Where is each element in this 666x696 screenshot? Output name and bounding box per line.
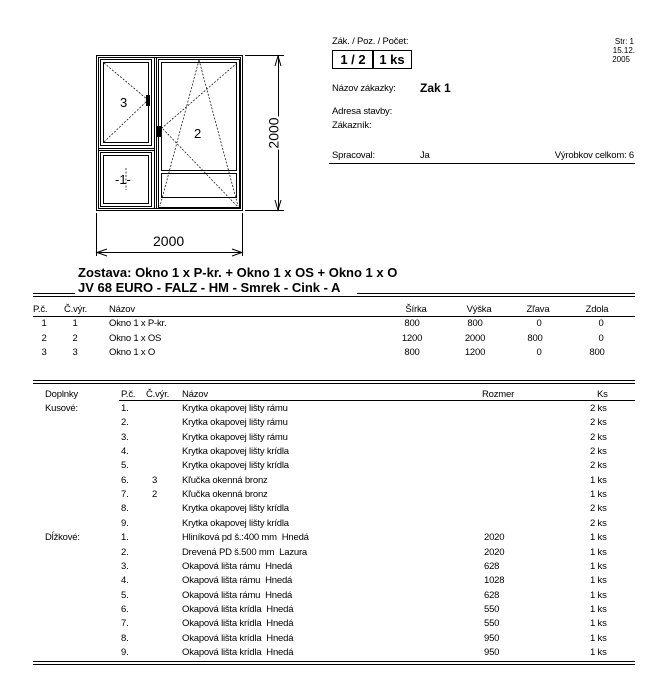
- pocet-value: 1 ks: [372, 50, 412, 69]
- cell-nazov: Kľučka okenná bronz: [182, 489, 268, 500]
- outer-frame: [97, 56, 243, 211]
- cell-nazov: Krytka okapovej lišty krídla: [182, 518, 289, 529]
- cell-nazov: Okapová lišta krídla Hnedá: [182, 604, 294, 615]
- cell-pc: 7.: [121, 489, 129, 500]
- cell-rozmer: 950: [484, 647, 500, 658]
- cell-vyska: 2000: [464, 333, 486, 344]
- cell-ks: 1 ks: [590, 590, 607, 601]
- cell-zlava: 0: [536, 347, 542, 358]
- cell-pc: 3: [41, 347, 47, 358]
- cell-nazov: Okno 1 x P-kr.: [109, 318, 167, 329]
- cell-nazov: Okapová lišta rámu Hnedá: [182, 561, 293, 572]
- cell-pc: 2: [41, 333, 47, 344]
- components-top-rule: [33, 296, 635, 297]
- sash-label-1: -1-: [115, 172, 131, 187]
- cell-nazov: Okapová lišta krídla Hnedá: [182, 647, 294, 658]
- page-number: Str: 1: [614, 37, 634, 46]
- col-header-zlava: Zľava: [526, 304, 550, 315]
- cell-zdola: 800: [589, 347, 605, 358]
- col-header-pc: P.č.: [33, 304, 48, 315]
- cell-vyska: 800: [467, 318, 483, 329]
- date-line-2: 2005: [612, 55, 630, 64]
- cell-ks: 1 ks: [590, 547, 607, 558]
- cell-rozmer: 950: [484, 633, 500, 644]
- cell-ks: 1 ks: [590, 647, 607, 658]
- cell-ks: 1 ks: [590, 489, 607, 500]
- zak-poz-pocet-label: Zák. / Poz. / Počet:: [332, 36, 409, 47]
- col-header-pc: P.č.: [121, 389, 136, 400]
- cell-pc: 3.: [121, 432, 129, 443]
- date-line-1: 15.12.: [612, 46, 635, 55]
- cell-nazov: Okno 1 x O: [109, 347, 156, 358]
- cell-vyska: 1200: [464, 347, 486, 358]
- accessories-top-rule-1: [33, 380, 635, 381]
- cell-pc: 1: [41, 318, 47, 329]
- spracoval-label: Spracoval:: [332, 150, 375, 161]
- col-header-cvyr: Č.výr.: [146, 389, 170, 400]
- accessories-bottom-rule-1: [33, 661, 635, 662]
- cell-rozmer: 1028: [484, 575, 505, 586]
- cell-ks: 2 ks: [590, 417, 607, 428]
- cell-cvyr: 2: [72, 333, 78, 344]
- col-header-cvyr: Č.výr.: [64, 304, 88, 315]
- cell-zdola: 0: [598, 318, 604, 329]
- cell-nazov: Okapová lišta rámu Hnedá: [182, 575, 293, 586]
- cell-nazov: Krytka okapovej lišty krídla: [182, 503, 289, 514]
- cell-rozmer: 628: [484, 561, 500, 572]
- cell-nazov: Okapová lišta krídla Hnedá: [182, 633, 294, 644]
- accessories-bottom-rule-2: [33, 664, 635, 665]
- cell-pc: 4.: [121, 446, 129, 457]
- cell-sirka: 800: [404, 318, 420, 329]
- accessories-top-rule-2: [33, 383, 635, 384]
- cell-ks: 1 ks: [590, 532, 607, 543]
- cell-pc: 8.: [121, 503, 129, 514]
- cell-pc: 6.: [121, 475, 129, 486]
- cell-nazov: Krytka okapovej lišty rámu: [182, 417, 288, 428]
- handle-icon: [146, 95, 150, 106]
- header-rule: [329, 163, 635, 164]
- width-dimension-label: 2000: [153, 233, 185, 249]
- cell-nazov: Krytka okapovej lišty rámu: [182, 432, 288, 443]
- spracoval-value: Ja: [420, 150, 430, 161]
- col-header-nazov: Názov: [109, 304, 135, 315]
- height-dimension-label: 2000: [265, 117, 282, 149]
- col-header-nazov: Názov: [182, 389, 208, 400]
- cell-pc: 3.: [121, 561, 129, 572]
- cell-ks: 1 ks: [590, 618, 607, 629]
- cell-rozmer: 550: [484, 604, 500, 615]
- cell-rozmer: 628: [484, 590, 500, 601]
- cell-nazov: Hliníková pd š.:400 mm Hnedá: [182, 532, 309, 543]
- cell-cvyr: 3: [72, 347, 78, 358]
- cell-zdola: 0: [598, 333, 604, 344]
- adresa-stavby-label: Adresa stavby:: [332, 106, 393, 117]
- cell-rozmer: 550: [484, 618, 500, 629]
- cell-ks: 2 ks: [590, 518, 607, 529]
- cell-pc: 2.: [121, 547, 129, 558]
- cell-ks: 2 ks: [590, 446, 607, 457]
- profile-title: JV 68 EURO - FALZ - HM - Smrek - Cink - A: [78, 280, 341, 295]
- cell-sirka: 800: [404, 347, 420, 358]
- sash-label-3: 3: [120, 95, 128, 110]
- cell-ks: 2 ks: [590, 503, 607, 514]
- col-header-vyska: Výška: [466, 304, 492, 315]
- sash-2-bottom-panel: [162, 174, 237, 198]
- cell-nazov: Krytka okapovej lišty krídla: [182, 460, 289, 471]
- cell-ks: 2 ks: [590, 432, 607, 443]
- components-header-rule: [33, 316, 635, 317]
- zak-poz-value: 1 / 2: [332, 50, 374, 69]
- group-label-kusove: Kusové:: [45, 403, 78, 414]
- accessories-header-rule: [119, 400, 635, 401]
- cell-pc: 5.: [121, 460, 129, 471]
- cell-sirka: 1200: [401, 333, 423, 344]
- cell-ks: 1 ks: [590, 561, 607, 572]
- col-header-rozmer: Rozmer: [482, 389, 515, 400]
- cell-nazov: Drevená PD š.500 mm Lazura: [182, 547, 308, 558]
- zakaznik-label: Zákazník:: [332, 120, 372, 131]
- cell-pc: 9.: [121, 647, 129, 658]
- cell-ks: 1 ks: [590, 475, 607, 486]
- cell-cvyr: 3: [152, 475, 158, 486]
- cell-pc: 8.: [121, 633, 129, 644]
- cell-nazov: Kľučka okenná bronz: [182, 475, 268, 486]
- zostava-title: Zostava: Okno 1 x P-kr. + Okno 1 x OS + Okno 1 x O: [78, 265, 398, 280]
- handle-icon: [157, 126, 162, 137]
- cell-rozmer: 2020: [484, 547, 505, 558]
- cell-pc: 7.: [121, 618, 129, 629]
- cell-ks: 2 ks: [590, 460, 607, 471]
- cell-ks: 1 ks: [590, 575, 607, 586]
- cell-nazov: Krytka okapovej lišty rámu: [182, 403, 288, 414]
- nazov-zakazky-label: Názov zákazky:: [332, 83, 396, 94]
- col-header-ks: Ks: [597, 389, 608, 400]
- title-rule-left: [33, 293, 75, 294]
- cell-pc: 5.: [121, 590, 129, 601]
- cell-nazov: Okapová lišta rámu Hnedá: [182, 590, 293, 601]
- cell-nazov: Okapová lišta krídla Hnedá: [182, 618, 294, 629]
- cell-nazov: Krytka okapovej lišty krídla: [182, 446, 289, 457]
- cell-pc: 9.: [121, 518, 129, 529]
- cell-rozmer: 2020: [484, 532, 505, 543]
- group-label-dlzkove: Dĺžkové:: [45, 532, 80, 543]
- title-rule-right: [357, 293, 635, 294]
- vyrobkov-celkom: Výrobkov celkom: 6: [554, 150, 634, 161]
- cell-pc: 1.: [121, 403, 129, 414]
- cell-pc: 6.: [121, 604, 129, 615]
- col-header-zdola: Zdola: [585, 304, 609, 315]
- cell-cvyr: 1: [72, 318, 78, 329]
- cell-pc: 2.: [121, 417, 129, 428]
- cell-pc: 4.: [121, 575, 129, 586]
- cell-nazov: Okno 1 x OS: [109, 333, 162, 344]
- cell-pc: 1.: [121, 532, 129, 543]
- col-header-doplnky: Doplnky: [45, 389, 78, 400]
- cell-ks: 1 ks: [590, 604, 607, 615]
- cell-zlava: 800: [527, 333, 543, 344]
- cell-zlava: 0: [536, 318, 542, 329]
- cell-ks: 2 ks: [590, 403, 607, 414]
- sash-label-2: 2: [194, 126, 202, 141]
- nazov-zakazky-value: Zak 1: [420, 81, 451, 95]
- col-header-sirka: Šírka: [405, 304, 427, 315]
- cell-ks: 1 ks: [590, 633, 607, 644]
- cell-cvyr: 2: [152, 489, 158, 500]
